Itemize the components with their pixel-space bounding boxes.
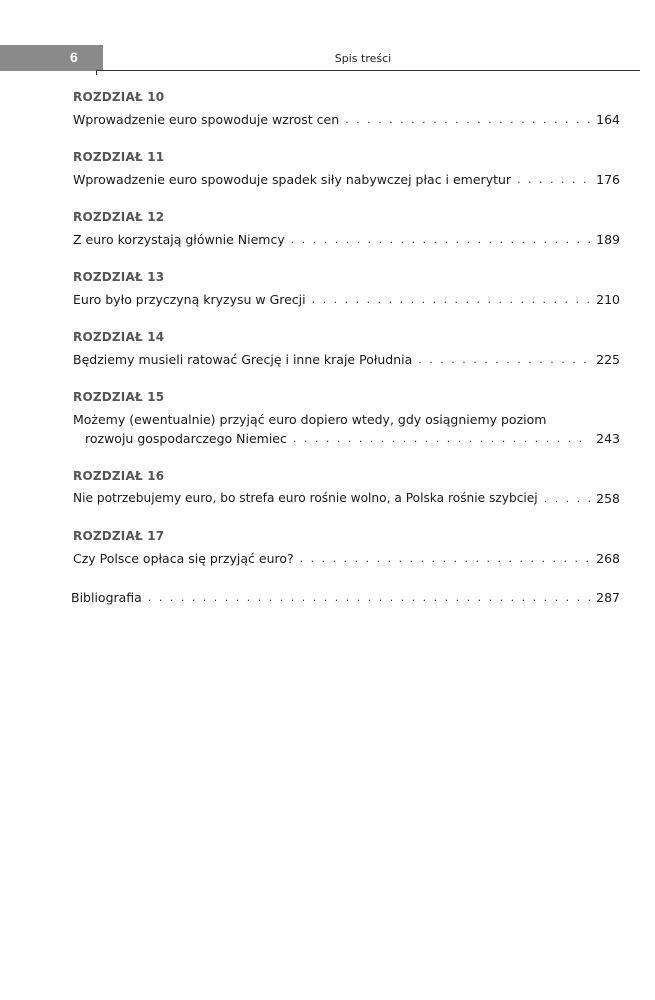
dot-leader	[517, 170, 590, 189]
toc-chapter-14	[73, 330, 620, 369]
dot-leader	[312, 290, 591, 309]
toc-chapter-11	[73, 150, 620, 189]
chapter-label: ROZDZIAŁ 17	[73, 529, 165, 543]
entry-title: Wprowadzenie euro spowoduje spadek siły nabywczej płac i emerytur	[73, 172, 512, 187]
toc-chapter-17	[73, 529, 620, 568]
dot-leader	[148, 588, 590, 607]
toc-entry[interactable]	[73, 290, 620, 309]
entry-title: Będziemy musieli ratować Grecję i inne kraje Południa	[73, 352, 413, 367]
entry-page: 225	[596, 352, 620, 367]
entry-title: Euro było przyczyną kryzysu w Grecji	[73, 292, 306, 307]
dot-leader	[291, 230, 590, 249]
entry-page: 176	[596, 172, 620, 187]
toc-chapter-15	[73, 390, 620, 448]
dot-leader	[293, 429, 590, 448]
chapter-label: ROZDZIAŁ 16	[73, 469, 165, 483]
entry-title-line-1[interactable]: Możemy (ewentualnie) przyjąć euro dopiero wtedy, gdy osiągniemy poziom	[73, 412, 547, 427]
page-number: 6	[70, 49, 78, 65]
entry-page: 189	[596, 232, 620, 247]
toc-entry[interactable]	[73, 170, 620, 189]
entry-title: Bibliografia	[71, 590, 142, 605]
chapter-label: ROZDZIAŁ 11	[73, 150, 165, 164]
dot-leader	[300, 549, 590, 568]
toc-chapter-12	[73, 210, 620, 249]
entry-title-line-2: rozwoju gospodarczego Niemiec	[85, 431, 287, 446]
header-rule-tick	[96, 70, 97, 75]
entry-page: 287	[596, 590, 620, 605]
chapter-label: ROZDZIAŁ 14	[73, 330, 165, 344]
entry-title: Czy Polsce opłaca się przyjąć euro?	[73, 551, 294, 566]
entry-page: 268	[596, 551, 620, 566]
chapter-label: ROZDZIAŁ 15	[73, 390, 165, 404]
entry-page: 258	[596, 491, 620, 506]
toc-chapter-10	[73, 90, 620, 129]
chapter-label: ROZDZIAŁ 10	[73, 90, 165, 104]
toc-entry[interactable]	[73, 429, 620, 448]
toc-bibliography	[73, 588, 620, 607]
toc-entry[interactable]	[73, 230, 620, 249]
header-rule	[96, 70, 640, 71]
toc-entry[interactable]	[73, 350, 620, 369]
entry-title: Z euro korzystają głównie Niemcy	[73, 232, 285, 247]
entry-title: Wprowadzenie euro spowoduje wzrost cen	[73, 112, 340, 127]
entry-title: Nie potrzebujemy euro, bo strefa euro rośnie wolno, a Polska rośnie szybciej	[73, 491, 538, 505]
dot-leader	[544, 489, 590, 508]
dot-leader	[418, 350, 590, 369]
toc-chapter-16	[73, 469, 620, 508]
toc-entry[interactable]	[73, 110, 620, 129]
toc-entry[interactable]	[71, 588, 620, 607]
chapter-label: ROZDZIAŁ 12	[73, 210, 165, 224]
entry-page: 164	[596, 112, 620, 127]
dot-leader	[345, 110, 590, 129]
entry-page: 243	[596, 431, 620, 446]
running-head: Spis treści	[334, 52, 392, 65]
entry-page: 210	[596, 292, 620, 307]
table-of-contents	[73, 90, 620, 607]
toc-entry[interactable]	[73, 549, 620, 568]
chapter-label: ROZDZIAŁ 13	[73, 270, 165, 284]
toc-chapter-13	[73, 270, 620, 309]
toc-entry[interactable]	[73, 489, 620, 508]
